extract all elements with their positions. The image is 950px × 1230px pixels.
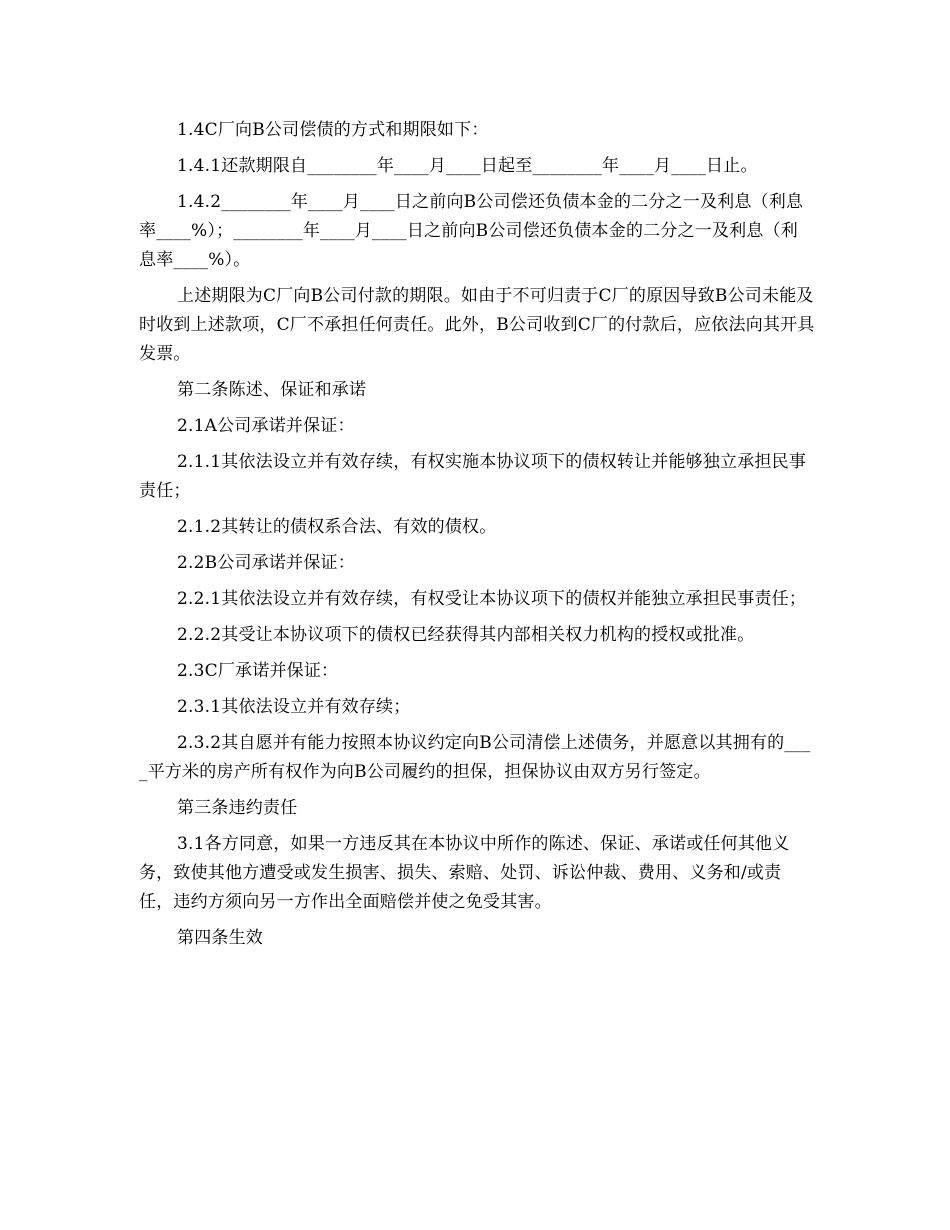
- clause-2-2: 2.2B公司承诺并保证：: [177, 553, 355, 573]
- clause-1-4: 1.4C厂向B公司偿债的方式和期限如下：: [177, 120, 489, 140]
- article-4-heading: 第四条生效: [177, 928, 263, 948]
- article-3-heading: 第三条违约责任: [177, 798, 298, 818]
- clause-3-1: 3.1各方同意，如果一方违反其在本协议中所作的陈述、保证、承诺或任何其他义务，致使其他方遭受或发生损害、损失、索赔、处罚、诉讼仲裁、费用、义务和/或责任，违约方须向另一方作出全面赔偿并使之免受其害。: [139, 834, 790, 912]
- clause-2-2-1: 2.2.1其依法设立并有效存续，有权受让本协议项下的债权并能独立承担民事责任；: [177, 589, 807, 609]
- clause-2-1-2: 2.1.2其转让的债权系合法、有效的债权。: [177, 517, 497, 537]
- clause-2-1-1: 2.1.1其依法设立并有效存续，有权实施本协议项下的债权转让并能够独立承担民事责任；: [139, 452, 807, 501]
- clause-1-4-1: 1.4.1还款期限自________年____月____日起至________年____月____日止。: [177, 156, 758, 176]
- payment-term-note: 上述期限为C厂向B公司付款的期限。如由于不可归责于C厂的原因导致B公司未能及时收到上述款项，C厂不承担任何责任。此外，B公司收到C厂的付款后，应依法向其开具发票。: [139, 286, 815, 364]
- clause-2-1: 2.1A公司承诺并保证：: [177, 416, 355, 436]
- article-2-heading: 第二条陈述、保证和承诺: [177, 380, 367, 400]
- clause-2-3-1: 2.3.1其依法设立并有效存续；: [177, 697, 411, 717]
- clause-2-3: 2.3C厂承诺并保证：: [177, 661, 339, 681]
- clause-1-4-2: 1.4.2________年____月____日之前向B公司偿还负债本金的二分之一及利息（利息率____%）；________年____月____日之前向B公司偿还负债本金的二分之一及利息（利息率____%）。: [139, 192, 804, 270]
- clause-2-3-2: 2.3.2其自愿并有能力按照本协议约定向B公司清偿上述债务，并愿意以其拥有的____平方米的房产所有权作为向B公司履约的担保，担保协议由双方另行签定。: [139, 733, 811, 782]
- document-body: [139, 116, 815, 960]
- clause-2-2-2: 2.2.2其受让本协议项下的债权已经获得其内部相关权力机构的授权或批准。: [177, 625, 755, 645]
